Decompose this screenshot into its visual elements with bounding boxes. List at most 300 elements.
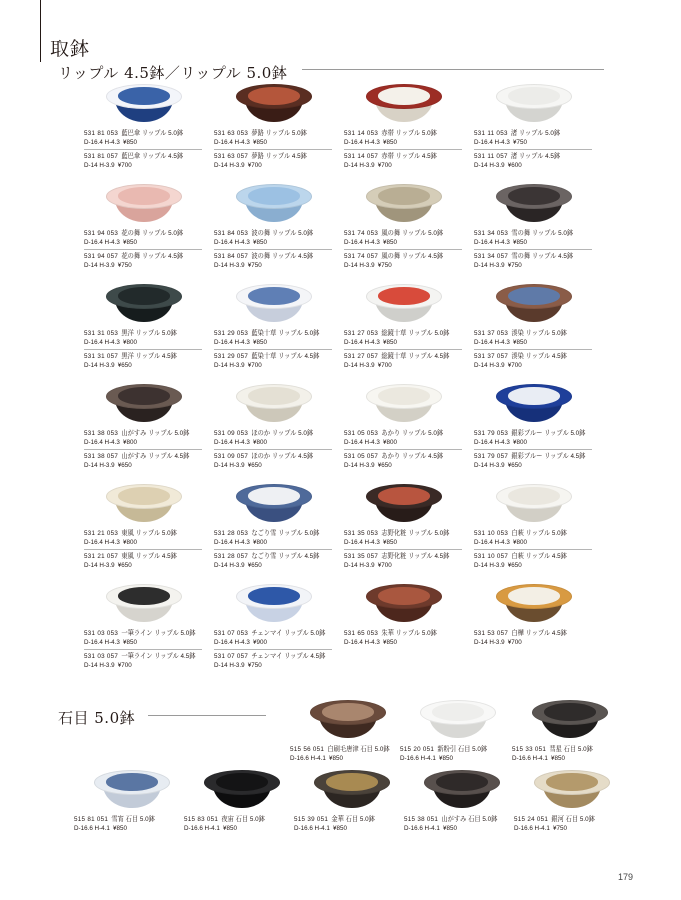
variant-name-line (474, 152, 560, 161)
product-code: 531 81 057 (84, 152, 119, 160)
product-name: なごり雪 リップル 4.5鉢 (251, 552, 320, 560)
variant-spec-line (474, 361, 522, 370)
product-name: 白萩 リップル 4.5鉢 (511, 552, 567, 560)
variant-spec-line (214, 561, 262, 570)
product-code: 531 27 057 (344, 352, 379, 360)
product-name: 夢路 リップル 4.5鉢 (251, 152, 307, 160)
variant-name-line (84, 652, 195, 661)
variant-name-line (404, 815, 497, 824)
bowl-well (248, 487, 300, 505)
product-name: 総鏡十草 リップル 5.0鉢 (381, 330, 450, 337)
product-code: 531 81 053 (84, 130, 119, 137)
variant-separator (474, 149, 592, 150)
product-size: D-14 H-3.9 (84, 262, 115, 270)
product-size: D-16.4 H-4.3 (474, 339, 510, 347)
variant-spec-line (84, 461, 132, 470)
product-size: D-14 H-3.9 (344, 462, 375, 470)
product-code: 531 07 053 (214, 630, 249, 637)
product-name: 山がすみ リップル 5.0鉢 (121, 430, 190, 437)
bowl-image (366, 384, 442, 424)
variant-spec-line (84, 161, 132, 170)
bowl-image (366, 484, 442, 524)
product-code: 531 74 053 (344, 230, 379, 237)
product-price: ¥750 (552, 825, 567, 833)
product-code: 531 14 053 (344, 130, 379, 137)
product-price: ¥750 (247, 662, 262, 670)
product-price: ¥800 (122, 339, 137, 347)
bowl-image (496, 284, 572, 324)
product-name: 波の舞 リップル 5.0鉢 (251, 230, 314, 237)
product-size: D-16.4 H-4.3 (474, 239, 510, 247)
bowl-image (236, 184, 312, 224)
product-size: D-16.6 H-4.1 (290, 755, 326, 763)
product-code: 531 31 053 (84, 330, 119, 337)
product-code: 531 28 053 (214, 530, 249, 537)
bowl-image (106, 484, 182, 524)
variant-name-line (84, 229, 183, 238)
bowl-image (106, 584, 182, 624)
product-code: 531 84 053 (214, 230, 249, 237)
bowl-image (496, 384, 572, 424)
product-size: D-14 H-3.9 (474, 562, 505, 570)
variant-spec-line (344, 138, 397, 147)
product-code: 531 05 053 (344, 430, 379, 437)
product-price: ¥700 (377, 362, 392, 370)
bowl-well (248, 187, 300, 205)
side-rule (40, 0, 41, 62)
product-name: チェンマイ リップル 4.5鉢 (251, 652, 326, 660)
product-price: ¥850 (438, 755, 453, 763)
variant-spec-line (84, 238, 137, 247)
product-size: D-16.6 H-4.1 (514, 825, 550, 833)
variant-name-line (514, 815, 595, 824)
bowl-well (508, 587, 560, 605)
product-name: 藍染十草 リップル 5.0鉢 (251, 330, 320, 337)
product-code: 531 28 057 (214, 552, 249, 560)
bowl-image (534, 770, 610, 810)
product-size: D-16.4 H-4.3 (84, 639, 120, 647)
bowl-well (508, 287, 560, 305)
product-size: D-14 H-3.9 (474, 262, 505, 270)
variant-separator (344, 449, 462, 450)
bowl-image (496, 184, 572, 224)
variant-spec-line (84, 138, 137, 147)
variant-name-line (474, 552, 567, 561)
product-size: D-14 H-3.9 (84, 562, 115, 570)
variant-name-line (214, 329, 319, 338)
bowl-well (378, 487, 430, 505)
product-price: ¥800 (512, 539, 527, 547)
variant-name-line (214, 352, 319, 361)
variant-name-line (474, 429, 585, 438)
product-price: ¥650 (117, 562, 132, 570)
bowl-well (248, 287, 300, 305)
product-code: 531 35 053 (344, 530, 379, 537)
product-code: 515 38 051 (404, 816, 439, 823)
product-size: D-14 H-3.9 (344, 262, 375, 270)
variant-name-line (214, 652, 325, 661)
product-code: 531 37 057 (474, 352, 509, 360)
product-size: D-16.4 H-4.3 (344, 439, 380, 447)
product-name: 湊染 リップル 4.5鉢 (511, 352, 567, 360)
variant-separator (84, 549, 202, 550)
product-price: ¥850 (382, 339, 397, 347)
variant-spec-line (344, 561, 392, 570)
variant-separator (344, 349, 462, 350)
variant-name-line (474, 129, 560, 138)
product-price: ¥650 (507, 562, 522, 570)
product-size: D-16.4 H-4.3 (84, 339, 120, 347)
bowl-image (236, 84, 312, 124)
product-code: 531 63 053 (214, 130, 249, 137)
product-code: 531 05 057 (344, 452, 379, 460)
variant-name-line (474, 352, 567, 361)
product-name: 赤帯 リップル 5.0鉢 (381, 130, 437, 137)
variant-separator (474, 249, 592, 250)
variant-separator (214, 649, 332, 650)
product-size: D-16.4 H-4.3 (84, 539, 120, 547)
bowl-image (496, 484, 572, 524)
product-name: 花の舞 リップル 5.0鉢 (121, 230, 184, 237)
bowl-well (118, 87, 170, 105)
product-size: D-14 H-3.9 (474, 639, 505, 647)
variant-spec-line (84, 561, 132, 570)
product-size: D-16.6 H-4.1 (512, 755, 548, 763)
variant-separator (474, 449, 592, 450)
bowl-image (94, 770, 170, 810)
bowl-well (216, 773, 268, 791)
product-name: 銀彩ブルー リップル 5.0鉢 (511, 430, 586, 437)
product-code: 531 38 057 (84, 452, 119, 460)
product-name: 波の舞 リップル 4.5鉢 (251, 252, 314, 260)
product-size: D-14 H-3.9 (474, 162, 505, 170)
product-code: 531 09 057 (214, 452, 249, 460)
variant-name-line (474, 229, 573, 238)
product-size: D-14 H-3.9 (474, 462, 505, 470)
variant-spec-line (474, 138, 527, 147)
product-price: ¥800 (252, 539, 267, 547)
product-name: 湊染 リップル 5.0鉢 (511, 330, 567, 337)
variant-name-line (184, 815, 265, 824)
product-price: ¥700 (507, 362, 522, 370)
variant-name-line (74, 815, 155, 824)
product-code: 531 10 057 (474, 552, 509, 560)
product-size: D-16.4 H-4.3 (84, 239, 120, 247)
variant-spec-line (474, 438, 527, 447)
variant-spec-line (474, 338, 527, 347)
variant-spec-line (84, 438, 137, 447)
bowl-image (236, 484, 312, 524)
product-price: ¥850 (382, 139, 397, 147)
bowl-image (366, 184, 442, 224)
product-size: D-16.6 H-4.1 (404, 825, 440, 833)
product-size: D-16.4 H-4.3 (214, 439, 250, 447)
product-name: チェンマイ リップル 5.0鉢 (251, 630, 326, 637)
variant-spec-line (84, 538, 137, 547)
product-code: 531 65 053 (344, 630, 379, 637)
product-code: 531 29 053 (214, 330, 249, 337)
product-code: 531 21 053 (84, 530, 119, 537)
product-size: D-16.4 H-4.3 (474, 539, 510, 547)
variant-spec-line (294, 824, 347, 833)
variant-name-line (474, 452, 585, 461)
product-name: あかり リップル 4.5鉢 (381, 452, 444, 460)
product-size: D-16.4 H-4.3 (214, 139, 250, 147)
product-name: 藍巴傘 リップル 5.0鉢 (121, 130, 184, 137)
product-name: 新粉引 石目 5.0鉢 (437, 746, 488, 753)
product-name: 志野化粧 リップル 5.0鉢 (381, 530, 450, 537)
product-size: D-16.4 H-4.3 (344, 139, 380, 147)
product-price: ¥650 (117, 362, 132, 370)
product-size: D-16.4 H-4.3 (84, 439, 120, 447)
bowl-image (424, 770, 500, 810)
product-name: 白萩 リップル 5.0鉢 (511, 530, 567, 537)
variant-name-line (84, 152, 183, 161)
variant-name-line (214, 529, 319, 538)
variant-separator (214, 249, 332, 250)
variant-spec-line (84, 661, 132, 670)
product-code: 531 07 057 (214, 652, 249, 660)
product-size: D-14 H-3.9 (84, 362, 115, 370)
product-size: D-14 H-3.9 (474, 362, 505, 370)
page-number: 179 (618, 872, 634, 882)
variant-name-line (344, 352, 449, 361)
variant-spec-line (512, 754, 565, 763)
product-code: 531 14 057 (344, 152, 379, 160)
product-name: あかり リップル 5.0鉢 (381, 430, 444, 437)
product-code: 515 83 051 (184, 816, 219, 823)
product-price: ¥650 (247, 562, 262, 570)
product-code: 515 39 051 (294, 816, 329, 823)
product-price: ¥850 (252, 139, 267, 147)
product-code: 531 09 053 (214, 430, 249, 437)
product-name: 一筆ライン リップル 4.5鉢 (121, 652, 196, 660)
product-name: 雪の舞 リップル 5.0鉢 (511, 230, 574, 237)
variant-separator (474, 349, 592, 350)
variant-spec-line (214, 538, 267, 547)
variant-name-line (344, 129, 437, 138)
product-size: D-16.4 H-4.3 (474, 439, 510, 447)
variant-name-line (344, 629, 437, 638)
product-price: ¥700 (377, 162, 392, 170)
product-name: 彗星 石目 5.0鉢 (549, 746, 593, 753)
variant-name-line (214, 429, 313, 438)
product-price: ¥650 (247, 462, 262, 470)
variant-separator (84, 249, 202, 250)
product-price: ¥850 (382, 639, 397, 647)
variant-separator (344, 249, 462, 250)
product-code: 515 56 051 (290, 746, 325, 753)
variant-name-line (84, 329, 177, 338)
product-price: ¥700 (247, 162, 262, 170)
product-price: ¥850 (550, 755, 565, 763)
bowl-well (248, 387, 300, 405)
bowl-well (508, 487, 560, 505)
product-size: D-16.4 H-4.3 (344, 339, 380, 347)
product-name: 朱華 リップル 5.0鉢 (381, 630, 437, 637)
product-code: 531 63 057 (214, 152, 249, 160)
variant-separator (214, 149, 332, 150)
product-code: 531 53 057 (474, 630, 509, 637)
section-title: リップル 4.5鉢／リップル 5.0鉢 (58, 64, 288, 82)
variant-name-line (84, 352, 177, 361)
product-code: 531 34 057 (474, 252, 509, 260)
variant-spec-line (474, 161, 522, 170)
bowl-image (496, 584, 572, 624)
bowl-well (378, 87, 430, 105)
variant-spec-line (344, 338, 397, 347)
product-price: ¥750 (507, 262, 522, 270)
variant-spec-line (84, 338, 137, 347)
product-name: 山がすみ リップル 4.5鉢 (121, 452, 190, 460)
product-size: D-14 H-3.9 (214, 462, 245, 470)
section-rule (148, 715, 266, 716)
bowl-image (366, 284, 442, 324)
variant-name-line (84, 452, 189, 461)
product-price: ¥800 (122, 539, 137, 547)
product-code: 515 20 051 (400, 746, 435, 753)
product-size: D-14 H-3.9 (214, 362, 245, 370)
variant-name-line (344, 452, 443, 461)
product-name: 金華 石目 5.0鉢 (331, 816, 375, 823)
variant-spec-line (474, 561, 522, 570)
variant-spec-line (474, 638, 522, 647)
product-name: なごり雪 リップル 5.0鉢 (251, 530, 320, 537)
variant-spec-line (474, 538, 527, 547)
variant-spec-line (214, 338, 267, 347)
variant-name-line (344, 529, 449, 538)
section-rule (302, 69, 604, 70)
bowl-image (236, 384, 312, 424)
bowl-image (106, 384, 182, 424)
variant-separator (474, 549, 592, 550)
bowl-well (118, 287, 170, 305)
bowl-well (248, 587, 300, 605)
variant-name-line (214, 129, 307, 138)
bowl-well (378, 587, 430, 605)
product-price: ¥750 (377, 262, 392, 270)
variant-spec-line (344, 438, 397, 447)
variant-separator (214, 349, 332, 350)
product-price: ¥650 (377, 462, 392, 470)
variant-name-line (474, 252, 573, 261)
product-name: 夢路 リップル 5.0鉢 (251, 130, 307, 137)
product-name: 一筆ライン リップル 5.0鉢 (121, 630, 196, 637)
product-price: ¥850 (122, 239, 137, 247)
variant-spec-line (214, 238, 267, 247)
product-size: D-16.4 H-4.3 (344, 239, 380, 247)
product-code: 531 94 057 (84, 252, 119, 260)
product-size: D-14 H-3.9 (214, 562, 245, 570)
variant-spec-line (514, 824, 567, 833)
variant-name-line (214, 629, 325, 638)
variant-name-line (512, 745, 593, 754)
product-price: ¥850 (328, 755, 343, 763)
product-name: 志野化粧 リップル 4.5鉢 (381, 552, 450, 560)
product-size: D-14 H-3.9 (84, 162, 115, 170)
bowl-image (106, 84, 182, 124)
product-code: 531 94 053 (84, 230, 119, 237)
product-size: D-16.4 H-4.3 (214, 239, 250, 247)
variant-spec-line (214, 261, 262, 270)
product-price: ¥850 (122, 639, 137, 647)
product-price: ¥650 (117, 462, 132, 470)
variant-spec-line (474, 238, 527, 247)
product-size: D-14 H-3.9 (214, 262, 245, 270)
product-code: 531 03 057 (84, 652, 119, 660)
product-price: ¥700 (377, 562, 392, 570)
product-code: 531 11 057 (474, 152, 508, 160)
variant-name-line (344, 329, 449, 338)
product-name: 渚 リップル 4.5鉢 (510, 152, 561, 160)
product-name: 東風 リップル 4.5鉢 (121, 552, 177, 560)
product-size: D-16.6 H-4.1 (400, 755, 436, 763)
variant-name-line (214, 252, 313, 261)
product-price: ¥600 (507, 162, 522, 170)
bowl-image (236, 584, 312, 624)
variant-spec-line (74, 824, 127, 833)
bowl-well (546, 773, 598, 791)
product-price: ¥700 (507, 639, 522, 647)
product-price: ¥850 (112, 825, 127, 833)
product-name: 渚 リップル 5.0鉢 (510, 130, 561, 137)
product-size: D-14 H-3.9 (344, 562, 375, 570)
bowl-image (496, 84, 572, 124)
bowl-well (378, 387, 430, 405)
variant-spec-line (214, 638, 267, 647)
bowl-well (432, 703, 484, 721)
product-price: ¥850 (122, 139, 137, 147)
product-name: 黒洋 リップル 4.5鉢 (121, 352, 177, 360)
bowl-well (326, 773, 378, 791)
product-name: 雪の舞 リップル 4.5鉢 (511, 252, 574, 260)
product-price: ¥850 (512, 339, 527, 347)
variant-name-line (214, 229, 313, 238)
product-price: ¥750 (512, 139, 527, 147)
product-name: ほのか リップル 4.5鉢 (251, 452, 314, 460)
product-price: ¥850 (332, 825, 347, 833)
bowl-well (322, 703, 374, 721)
variant-spec-line (184, 824, 237, 833)
variant-name-line (344, 552, 449, 561)
product-name: 黒洋 リップル 5.0鉢 (121, 330, 177, 337)
variant-separator (214, 449, 332, 450)
variant-name-line (84, 529, 177, 538)
product-price: ¥700 (117, 662, 132, 670)
product-size: D-14 H-3.9 (84, 662, 115, 670)
variant-spec-line (344, 238, 397, 247)
product-size: D-14 H-3.9 (214, 662, 245, 670)
product-size: D-16.6 H-4.1 (184, 825, 220, 833)
bowl-well (378, 287, 430, 305)
product-code: 531 37 053 (474, 330, 509, 337)
bowl-image (314, 770, 390, 810)
product-size: D-14 H-3.9 (214, 162, 245, 170)
product-price: ¥850 (442, 825, 457, 833)
bowl-well (118, 187, 170, 205)
product-name: 銀河 石目 5.0鉢 (551, 816, 595, 823)
product-size: D-16.4 H-4.3 (344, 639, 380, 647)
bowl-well (508, 387, 560, 405)
bowl-image (366, 584, 442, 624)
product-name: 夜宙 石目 5.0鉢 (221, 816, 265, 823)
variant-name-line (214, 552, 319, 561)
product-size: D-16.4 H-4.3 (344, 539, 380, 547)
bowl-image (310, 700, 386, 740)
product-size: D-16.4 H-4.3 (214, 639, 250, 647)
product-price: ¥800 (512, 439, 527, 447)
variant-spec-line (344, 361, 392, 370)
